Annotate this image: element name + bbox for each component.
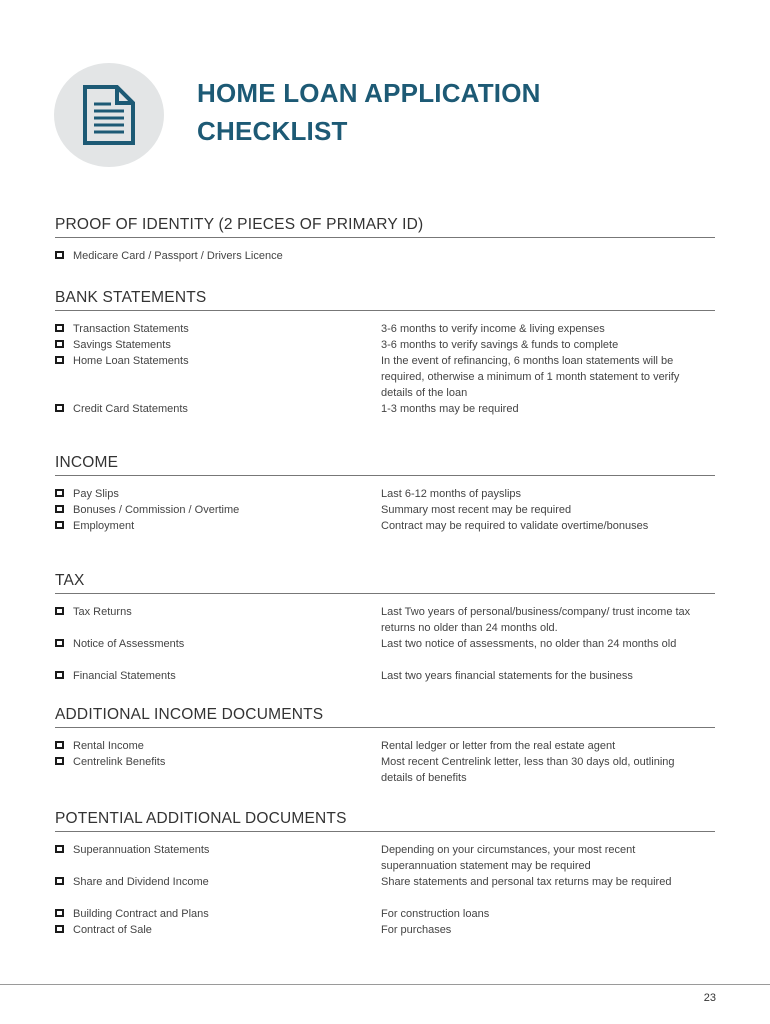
checkbox[interactable] [55,521,64,529]
checklist-item-label: Superannuation Statements [73,844,210,857]
checklist-item-left [55,906,209,922]
checklist-item-note: Rental ledger or letter from the real estate agent [381,740,616,752]
checklist-item-left [55,353,189,369]
checklist-item [55,502,715,518]
checkbox[interactable] [55,340,64,348]
section-heading: ADDITIONAL INCOME DOCUMENTS [55,706,715,728]
checklist-item-label: Employment [73,520,135,533]
checklist-items [55,738,715,786]
checklist-item [55,353,715,401]
checklist-item-label: Financial Statements [73,670,176,683]
checklist-item-label: Contract of Sale [73,924,152,937]
footer-divider [0,984,770,985]
checklist-item-note: For purchases [381,924,452,936]
header-icon-circle [54,63,164,167]
checklist-item [55,754,715,786]
checklist-items [55,248,715,264]
checklist-item-left [55,518,134,534]
section-heading: TAX [55,572,715,594]
checklist-item-label: Building Contract and Plans [73,908,209,921]
checklist-item-note: Contract may be required to validate overtime/bonuses [381,520,649,532]
section [55,216,715,264]
page-title-line-1: HOME LOAN APPLICATION [197,78,541,108]
checklist-item-note: 1-3 months may be required [381,403,519,415]
checklist-item-note: 3-6 months to verify income & living expenses [381,323,605,335]
checklist-item [55,738,715,754]
checklist-items [55,842,715,938]
checklist-item-note: Last two years financial statements for the business [381,670,633,682]
checklist-item-label: Rental Income [73,740,144,753]
checklist-items [55,486,715,534]
section [55,289,715,417]
checklist-item [55,604,715,636]
checkbox[interactable] [55,909,64,917]
checklist-item-left [55,754,165,770]
checkbox[interactable] [55,845,64,853]
checklist-item [55,486,715,502]
checklist-item-label: Centrelink Benefits [73,756,166,769]
checklist-item-note: 3-6 months to verify savings & funds to complete [381,339,619,351]
checklist-item-left [55,321,189,337]
checklist-item-left [55,604,132,620]
checklist-item-left [55,337,171,353]
checklist-item-label: Savings Statements [73,339,171,352]
checklist-item [55,321,715,337]
checklist-item-label: Home Loan Statements [73,355,189,368]
checklist-item [55,401,715,417]
checklist-item-label: Credit Card Statements [73,403,188,416]
checklist-items [55,321,715,417]
checkbox[interactable] [55,356,64,364]
checklist-item-left [55,922,152,938]
section [55,572,715,684]
checklist-item-left [55,636,184,652]
checklist-item-left [55,842,209,858]
section [55,706,715,786]
checkbox[interactable] [55,251,64,259]
checklist-item-label: Bonuses / Commission / Overtime [73,504,240,517]
checklist-item-label: Tax Returns [73,606,132,619]
checklist-item [55,248,715,264]
page-title [197,74,541,150]
checklist-item [55,337,715,353]
checklist-item-left [55,502,239,518]
checkbox[interactable] [55,757,64,765]
section-heading: POTENTIAL ADDITIONAL DOCUMENTS [55,810,715,832]
checklist-item-label: Notice of Assessments [73,638,185,651]
document-icon [81,83,137,147]
checklist-item [55,668,715,684]
checklist-item-note: For construction loans [381,908,490,920]
checkbox[interactable] [55,925,64,933]
checkbox[interactable] [55,505,64,513]
checklist-item [55,842,715,874]
checklist-item-note: Depending on your circumstances, your most recent superannuation statement may be required [381,844,636,872]
checklist-item-label: Medicare Card / Passport / Drivers Licence [73,250,283,263]
section-heading: INCOME [55,454,715,476]
checklist-item-note: Last two notice of assessments, no older than 24 months old [381,638,677,650]
checklist-item [55,518,715,534]
checkbox[interactable] [55,404,64,412]
checklist-items [55,604,715,684]
checklist-item-note [381,248,701,264]
checklist-item-note: Most recent Centrelink letter, less than 30 days old, outlining details of benefits [381,756,675,784]
checkbox[interactable] [55,877,64,885]
checklist-item [55,636,715,668]
checklist-item-left [55,248,283,264]
checklist-item [55,874,715,906]
checkbox[interactable] [55,489,64,497]
section-heading: PROOF OF IDENTITY (2 PIECES OF PRIMARY ID) [55,216,715,238]
checklist-item-note: Summary most recent may be required [381,504,572,516]
checklist-item [55,906,715,922]
page-number: 23 [703,992,716,1004]
section-heading: BANK STATEMENTS [55,289,715,311]
checklist-item-note: Share statements and personal tax returns may be required [381,876,672,888]
checkbox[interactable] [55,324,64,332]
checklist-item-left [55,401,188,417]
checklist-item-label: Share and Dividend Income [73,876,209,889]
page-title-line-2: CHECKLIST [197,116,348,146]
checklist-item-note: In the event of refinancing, 6 months loan statements will be required, otherwise a minimum of 1 month statement to verify details of the loan [381,355,680,399]
checklist-item-label: Transaction Statements [73,323,189,336]
checkbox[interactable] [55,671,64,679]
checklist-item [55,922,715,938]
checklist-item-note: Last 6-12 months of payslips [381,488,522,500]
checkbox[interactable] [55,741,64,749]
checklist-item-label: Pay Slips [73,488,119,501]
checkbox[interactable] [55,607,64,615]
checklist-item-left [55,668,176,684]
checklist-item-note: Last Two years of personal/business/company/ trust income tax returns no older than 24 months old. [381,606,691,634]
section [55,810,715,938]
checkbox[interactable] [55,639,64,647]
checklist-item-left [55,874,209,890]
section [55,454,715,534]
checklist-item-left [55,738,144,754]
checklist-item-left [55,486,119,502]
